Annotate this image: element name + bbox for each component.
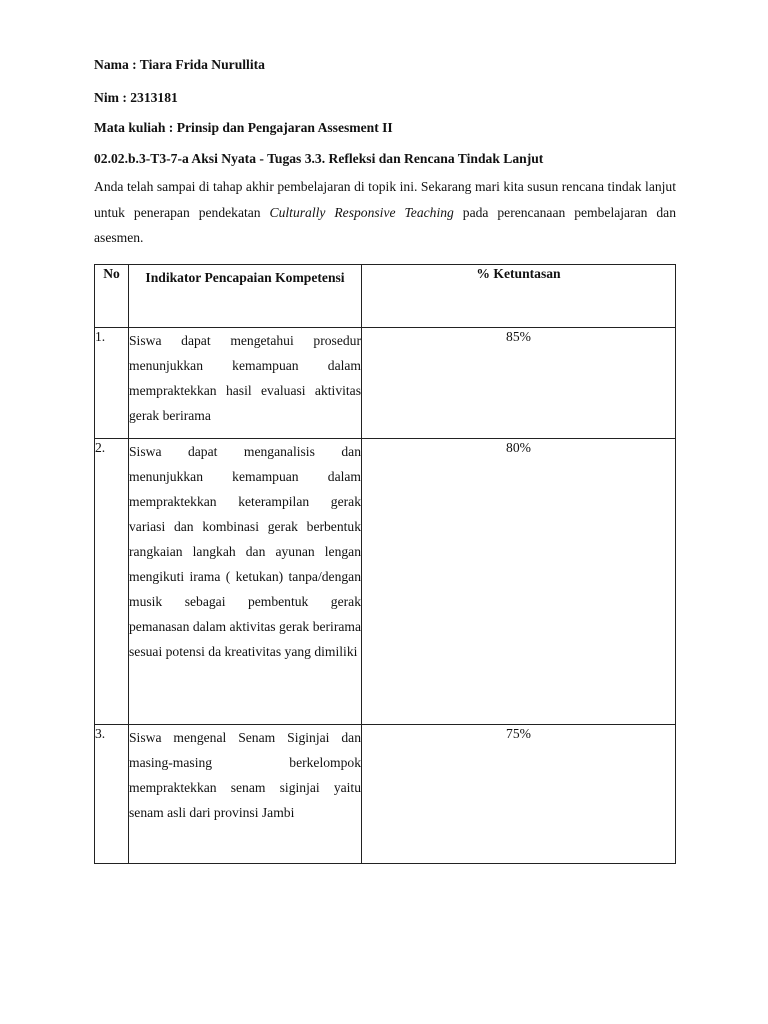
row-indikator: Siswa dapat mengetahui prosedur menunjukkan kemampuan dalam mempraktekkan hasil evaluasi aktivitas gerak berirama	[129, 328, 362, 439]
course-name: Mata kuliah : Prinsip dan Pengajaran Assesment II	[94, 120, 393, 135]
competency-table	[94, 264, 676, 864]
student-nim: Nim : 2313181	[94, 90, 178, 105]
row-ketuntasan: 80%	[362, 439, 676, 725]
row-ketuntasan: 75%	[362, 725, 676, 864]
table-row	[95, 328, 676, 439]
header-no: No	[95, 265, 129, 328]
intro-text-after: pada perencanaan pembelajaran dan asesmen.	[94, 204, 677, 245]
intro-paragraph	[94, 174, 676, 251]
intro-text-italic: Culturally Responsive Teaching	[269, 204, 454, 220]
table-row	[95, 725, 676, 864]
row-ketuntasan: 85%	[362, 328, 676, 439]
header-ketuntasan: % Ketuntasan	[362, 265, 676, 328]
row-indikator: Siswa dapat menganalisis dan menunjukkan kemampuan dalam mempraktekkan keterampilan gerak variasi dan kombinasi gerak berbentuk rangkaian langkah dan ayunan lengan mengikuti irama ( ketukan) tanpa/dengan musik sebagai pembentuk gerak pemanasan dalam aktivitas gerak berirama sesuai potensi da kreativitas yang dimiliki	[129, 439, 362, 725]
intro-text-before: Anda telah sampai di tahap akhir pembelajaran di topik ini. Sekarang mari kita susun rencana tindak lanjut untuk penerapan pendekatan	[94, 179, 676, 220]
row-no: 1.	[95, 328, 129, 439]
table-row	[95, 439, 676, 725]
table-header-row	[95, 265, 676, 328]
row-indikator: Siswa mengenal Senam Siginjai dan masing-masing berkelompok mempraktekkan senam siginjai yaitu senam asli dari provinsi Jambi	[129, 725, 362, 864]
row-no: 2.	[95, 439, 129, 725]
row-no: 3.	[95, 725, 129, 864]
assignment-title: 02.02.b.3-T3-7-a Aksi Nyata - Tugas 3.3. Refleksi dan Rencana Tindak Lanjut	[94, 151, 544, 166]
student-name: Nama : Tiara Frida Nurullita	[94, 57, 265, 72]
header-indikator: Indikator Pencapaian Kompetensi	[129, 265, 362, 328]
